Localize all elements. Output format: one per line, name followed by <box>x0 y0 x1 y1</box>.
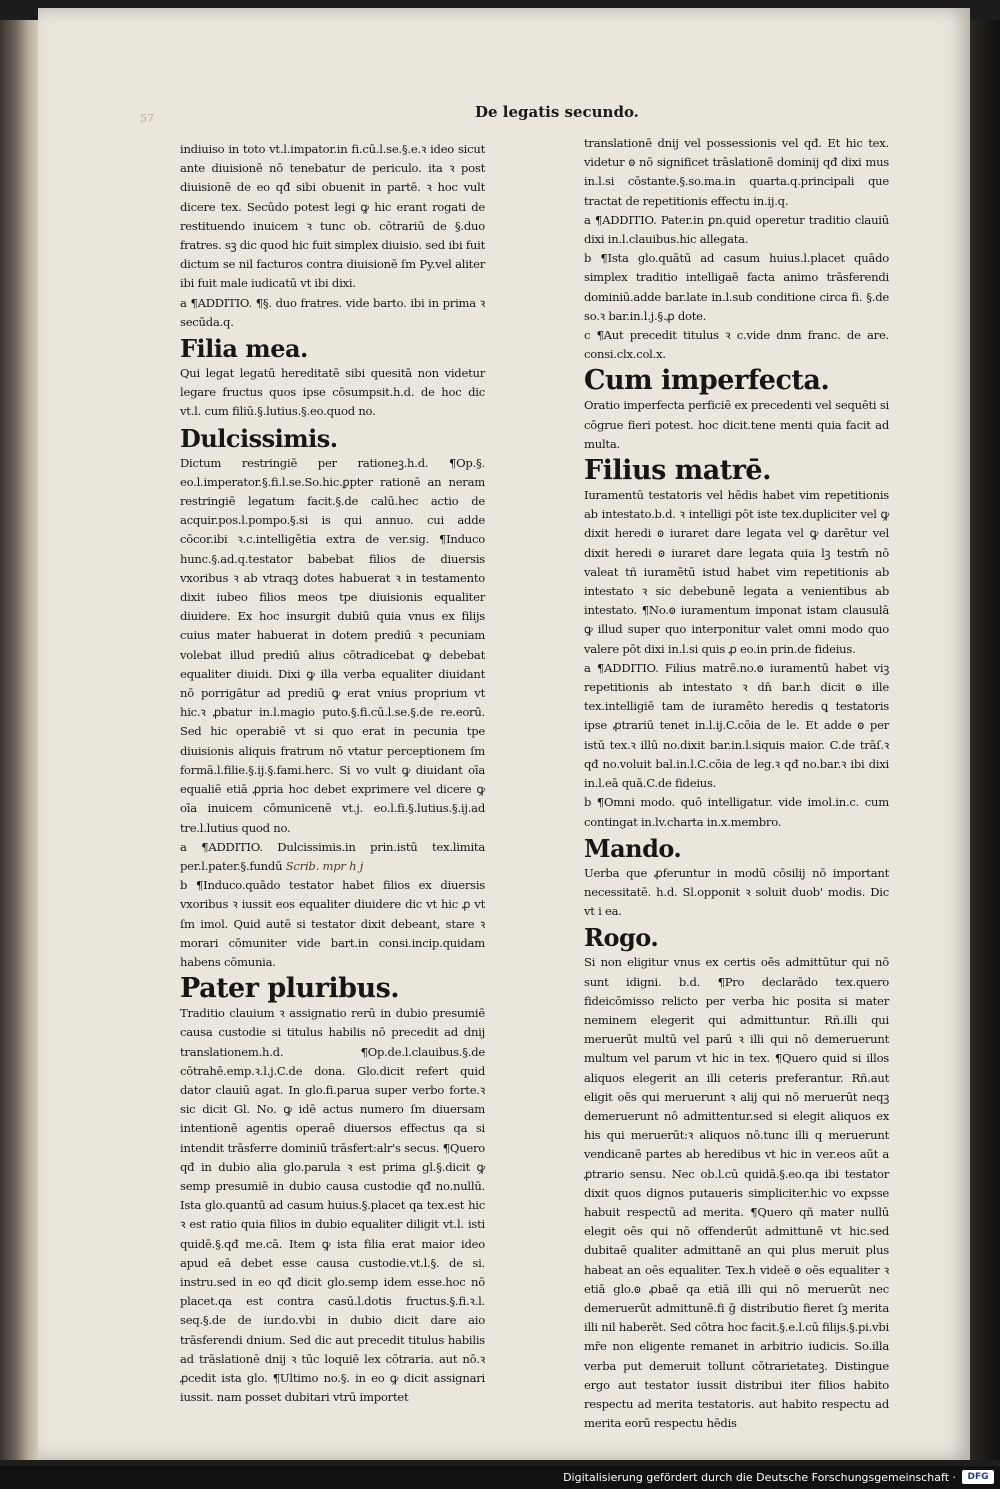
addition-note: b ¶Induco.quādo testator habet filios ex diuersis vxoribus ꝛ iussit eos equaliter diuidere dic vt hic ꝓ vt ſm imol. Quid autē si testator dixit debeant, stare ꝛ morari cōmuniter vide bart.in consi.incip.quidam habens cōmunia. <box>180 878 485 969</box>
paragraph: Si non eligitur vnus ex certis oēs admittūtur qui nō sunt idigni. b.d. ¶Pro declarādo tex.quero fideicōmisso relicto per verba hic posita si mater neminem elegerit qui admittuntur. Rñ.illi qui meruerūt multū vel parū ꝛ illi qui nō demeruerunt multum vel parum vt hic in tex. ¶Quero quid si illos aliquos elegerit an illi ceteris preferantur. Rñ.aut eligit oēs qui meruerunt ꝛ alij qui nō meruerūt neqꝫ demeruerunt nō admittentur.sed si elegit aliquos ex his qui meruerūt:ꝛ aliquos nō.tunc illi q meruerunt vendicanē partes ab heredibus vt hic in ver.eos aūt a ꝓtrario sensu. Nec ob.l.cū quidā.§.eo.qa ibi testator dixit quos dignos putaueris simpliciter.hic vo expsse habuit respectū ad merita. ¶Quero qñ mater nullū elegit oēs qui nō offenderūt admittunē vt hic.sed dubitaē qualiter admittanē an qui plus meruit plus habeat an oēs equaliter. Tex.h videē ꙩ oēs equaliter ꝛ etiā glo.ꙩ ꝓbaē qa etiā illi qui nō meruerūt nec demeruerūt admittunē.fi ḡ distributio fieret ſꝫ merita illi nil haberēt. Sed cōtra hoc facit.§.e.l.cū filijs.§.pi.vbi mr̄e non eligente remanet in arbitrio iudicis. So.illa verba put demeruit tollunt cōtrarietateꝫ. Distingue ergo aut testator iussit distribui iter filios habito respectu ad merita testatoris. aut habito respectu ad merita eorū respectu hēdis <box>584 955 889 1431</box>
addition-note: c ¶Aut precedit titulus ꝛ c.vide dnm franc. de are. consi.clx.col.x. <box>584 328 889 362</box>
paragraph: Uerba que ꝓferuntur in modū cōsilij nō important necessitatē. h.d. Sl.opponit ꝛ soluit duob' modis. Dic vt i ea. <box>584 865 889 919</box>
section-rubric: Mando. <box>584 833 682 863</box>
handwritten-note: Scrib. mpr h j <box>285 858 364 873</box>
book-page-edge <box>0 20 40 1460</box>
paragraph: translationē dnij vel possessionis vel qđ. Et hic tex. videtur ꙩ nō significet trāslationē dominij qđ dixi mus in.l.si cōstante.§.so.ma.in quarta.q.principali que tractat de repetitionis effectu in.ij.q. <box>584 136 889 208</box>
running-head: De legatis secundo. <box>475 103 639 121</box>
folio-number: 57 <box>140 112 154 125</box>
section-rubric: Pater pluribus. <box>180 973 400 1005</box>
paragraph: Traditio clauium ꝛ assignatio rerū in dubio presumiē causa custodie si titulus habilis nō precedit ad dnij translationem.h.d. ¶Op.de.l.clauibus.§.de cōtrahē.emp.ꝛ.l.j.C.de dona. Glo.dicit refert quid dator clauiū agat. In glo.fi.parua super verbo forte.ꝛ sic dicit Gl. No. ꝙ idē actus numero ſm diuersam intentionē agentis operaē diuersos effectus qa si intendit trāsferre dominiū trāsfert:alr's secus. ¶Quero qđ in dubio alia glo.parula ꝛ est prima gl.§.dicit ꝙ semp presumiē in dubio causa custodie qđ no.nullū. Ista glo.quantū ad casum huius.§.placet qa tex.est hic ꝛ est ratio quia filios in dubio equaliter diligit vt.l. isti quidē.§.qđ me.cā. Item ꝙ ista filia erat maior ideo apud eā debet esse causa custodie.vt.l.§. de si. instru.sed in eo qđ dicit glo.semp idem esse.hoc nō placet.qa est contra casū.l.dotis fructus.§.fi.ꝛ.l. seq.§.de de iur.do.vbi in dubio dicit dare aio trāsferendi dnium. Sed dic aut precedit titulus habilis ad trāslationē dnij ꝛ tūc loquiē lex cōtraria. aut nō.ꝛ ꝓcedit ista glo. ¶Ultimo no.§. in eo ꝙ dicit assignari iussit. nam posset dubitari vtrū importet <box>180 1006 485 1405</box>
left-text-column <box>180 140 485 1407</box>
addition-text: a ¶ADDITIO. Dulcissimis.in prin.istū tex.limita per.l.pater.§.fundū <box>180 839 485 873</box>
dfg-logo: DFG <box>962 1470 994 1484</box>
book-gutter <box>970 20 1000 1460</box>
paragraph: Dictum restringiē per rationeꝫ.h.d. ¶Op.§. eo.l.imperator.§.fi.l.se.So.hic.ꝑpter rationē an neram restringiē legatum facit.§.de calū.hec actio de acquir.pos.l.pompo.§.si is qui annuo. cui adde cōcor.ibi ꝛ.c.intelligētia extra de ver.sig. ¶Induco hunc.§.ad.q.testator babebat filios de diuersis vxoribus ꝛ ab vtraqꝫ dotes habuerat ꝛ in testamento dixit iubeo filios meos tpe diuisionis equaliter diuidere. Ex hoc insurgit dubiū quia vnus ex filijs cuius mater habuerat in dotem prediū ꝛ pecuniam volebat illud prediū alius cōtradicebat ꝙ debebat equaliter diuidi. Dixi ꝙ illa verba equaliter diuidant nō porrigātur ad prediū ꝙ erat vnius proprium vt hic.ꝛ ꝓbatur in.l.magio puto.§.fi.cū.l.se.§.de re.eorū. Sed hic operabiē vt si quo erat in pecunia tpe diuisionis aliquis fratrum nō vtatur perceptionem ſm formā.l.filie.§.ij.§.fami.herc. Si vo vult ꝙ diuidant oīa equaliē etiā ꝓpria hoc debet exprimere vel dicere ꝙ oīa inuicem cōmunicenē vt.j. eo.l.fi.§.lutius.§.ij.ad tre.l.lutius quod no. <box>180 455 485 835</box>
paragraph: indiuiso in toto vt.l.impator.in fi.cū.l.se.§.e.ꝛ ideo sicut ante diuisionē nō tenebatur de periculo. ita ꝛ post diuisionē de eo qđ sibi obuenit in partē. ꝛ hoc vult dicere tex. Secūdo potest legi ꝙ hic erant rogati de restituendo inuicem ꝛ tunc ob. cōtrariū de §.duo fratres. sꝫ dic quod hic fuit simplex diuisio. sed ibi fuit dictum se nil facturos contra diuisionē ſm Py.vel aliter ibi fuit male iudicatū vt ibi dixi. <box>180 142 485 291</box>
addition-note <box>180 838 485 876</box>
addition-note: a ¶ADDITIO. Pater.in ꝑn.quid operetur traditio clauiū dixi in.l.clauibus.hic allegata. <box>584 212 889 247</box>
section-rubric: Filia mea. <box>180 334 308 364</box>
paragraph: Qui legat legatū hereditatē sibi quesitā non videtur legare fructus quos ipse cōsumpsit.h.d. de hoc dic vt.l. cum filiū.§.lutius.§.eo.quod no. <box>180 366 485 419</box>
section-rubric: Dulcissimis. <box>180 423 338 453</box>
addition-note: b ¶Ista glo.quātū ad casum huius.l.placet quādo simplex traditio intelligaē facta animo trāsferendi dominiū.adde bar.late in.l.sub conditione circa fi. §.de so.ꝛ bar.in.l.j.§.ꝓ dote. <box>584 251 889 323</box>
paragraph: Oratio imperfecta perficiē ex precedenti vel sequēti si cōgrue fieri potest. hoc dicit.tene menti quia facit ad multa. <box>584 398 889 451</box>
section-rubric: Rogo. <box>584 923 659 953</box>
addition-note: a ¶ADDITIO. ¶§. duo fratres. vide barto. ibi in prima ꝛ secūda.q. <box>180 295 485 329</box>
addition-note: b ¶Omni modo. quō intelligatur. vide imol.in.c. cum contingat in.lv.charta in.x.membro. <box>584 795 889 829</box>
section-rubric: Filius matrē. <box>584 455 772 487</box>
right-text-column <box>584 134 889 1433</box>
digitization-credit: Digitalisierung gefördert durch die Deutsche Forschungsgemeinschaft · <box>563 1471 956 1484</box>
addition-note: a ¶ADDITIO. Filius matrē.no.ꙩ iuramentū habet viꝫ repetitionis ab intestato ꝛ dn̄ bar.h dicit ꙩ ille tex.intelligiē tam de iuramēto heredis ꝗ testatoris ipse ꝓtrariū tenet in.l.ij.C.cōia de le. Et adde ꙩ per istū tex.ꝛ illū no.dixit bar.in.l.siquis maior. C.de trāſ.ꝛ qđ no.voluit bal.in.l.C.cōia de leg.ꝛ qđ no.bar.ꝛ ibi dixi in.l.eā quā.C.de fideius. <box>584 660 889 791</box>
section-rubric: Cum imperfecta. <box>584 365 830 397</box>
paragraph: Iuramentū testatoris vel hēdis habet vim repetitionis ab intestato.b.d. ꝛ intelligi pōt iste tex.dupliciter vel ꝙ dixit heredi ꙩ iuraret dare legata vel ꝙ darētur vel dixit heredi ꙩ iuraret dare legata quia lꝫ testm̄ nō valeat tñ iuramētū istud habet vim repetitionis ab intestato ꝛ sic debebunē legata a venientibus ab intestato. ¶No.ꙩ iuramentum imponat istam clausulā ꝙ illud super quo interponitur valet omni modo quo valere pōt dixi in.l.si quis ꝓ eo.in prin.de fideius. <box>584 488 889 656</box>
